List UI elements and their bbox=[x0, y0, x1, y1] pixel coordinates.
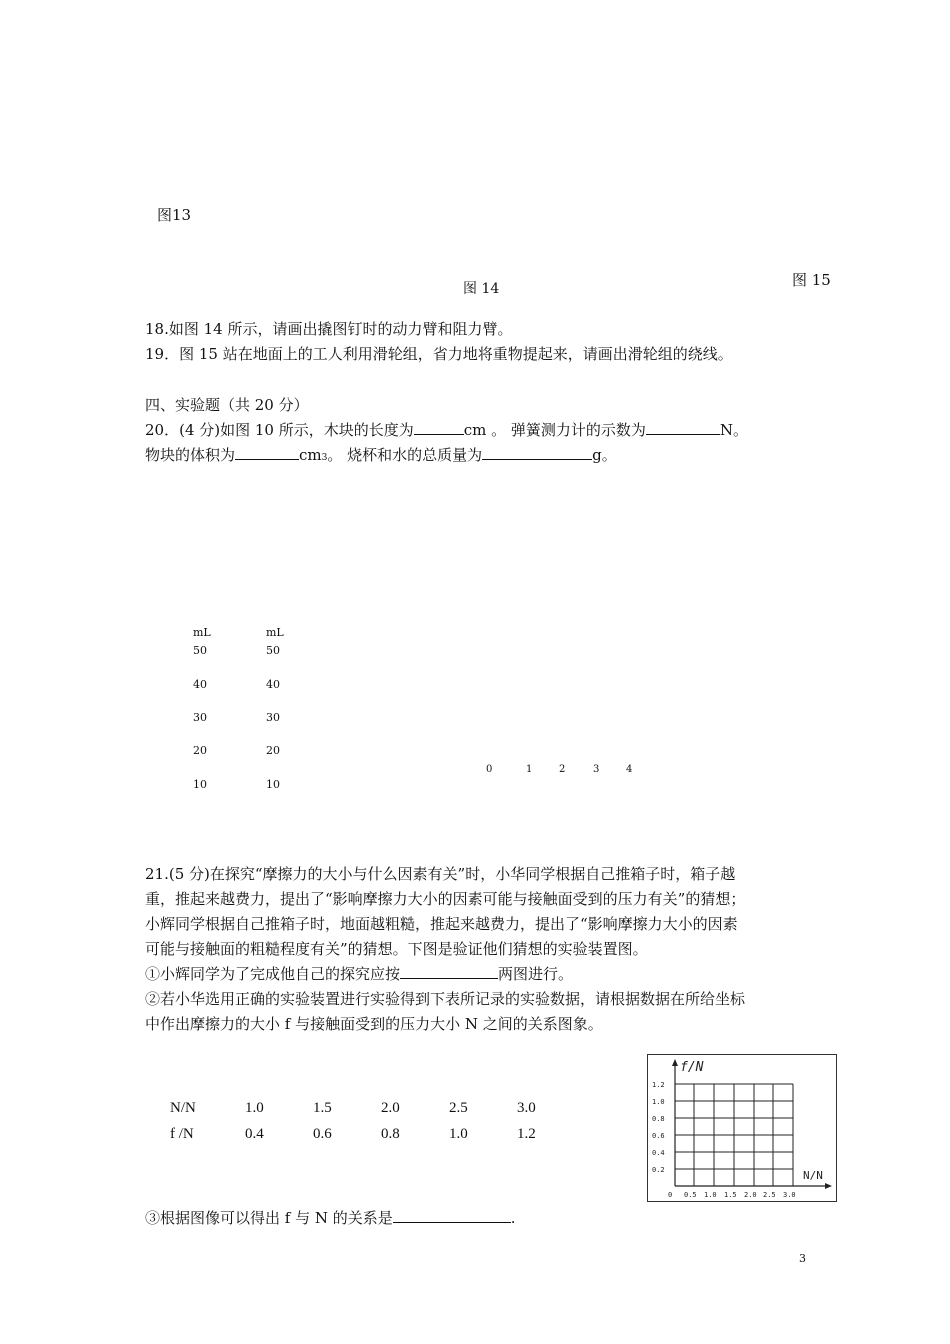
ruler-tick: 2 bbox=[559, 764, 566, 775]
table-cell: 1.2 bbox=[517, 1125, 536, 1142]
y-tick: 0.8 bbox=[652, 1115, 665, 1123]
cylinder-right-mark: 20 bbox=[266, 744, 280, 757]
x-axis-label: N/N bbox=[803, 1169, 823, 1182]
question-21 bbox=[145, 862, 817, 1037]
y-axis-label: f/N bbox=[680, 1060, 704, 1075]
q21-para-line: 21.(5 分)在探究“摩擦力的大小与什么因素有关”时，小华同学根据自己推箱子时，箱子越 bbox=[145, 865, 736, 883]
cylinder-left-mark: 40 bbox=[193, 678, 207, 691]
x-tick: 0 bbox=[668, 1191, 673, 1199]
table-cell: f /N bbox=[170, 1125, 194, 1142]
table-row bbox=[170, 1095, 557, 1121]
table-cell: 0.6 bbox=[313, 1125, 332, 1142]
q21-item-1-blank[interactable] bbox=[400, 964, 498, 979]
table-cell: 1.0 bbox=[245, 1099, 264, 1116]
q21-item-1-suffix: 两图进行。 bbox=[498, 965, 574, 983]
q21-item-1 bbox=[145, 962, 817, 987]
coordinate-graph bbox=[647, 1054, 837, 1202]
q20-text-b: cm 。 弹簧测力计的示数为 bbox=[463, 421, 646, 439]
q20-unit-sup: 3 bbox=[321, 453, 328, 463]
ruler-tick: 1 bbox=[526, 764, 533, 775]
ruler-tick: 3 bbox=[593, 764, 600, 775]
section-heading: 四、实验题（共 20 分） bbox=[145, 396, 309, 414]
figure-13-caption: 图13 bbox=[157, 206, 192, 224]
question-20-line1 bbox=[145, 419, 748, 440]
y-tick: 1.0 bbox=[652, 1098, 665, 1106]
question-19: 19．图 15 站在地面上的工人利用滑轮组，省力地将重物提起来，请画出滑轮组的绕线。 bbox=[145, 345, 733, 363]
cylinder-left-mark: 10 bbox=[193, 778, 207, 791]
cylinder-right-mark: 10 bbox=[266, 778, 280, 791]
y-ticks bbox=[652, 1081, 665, 1174]
q21-para-line: 重，推起来越费力，提出了“影响摩擦力大小的因素可能与接触面受到的压力有关”的猜想； bbox=[145, 890, 746, 908]
q21-para-line: 可能与接触面的粗糙程度有关”的猜想。下图是验证他们猜想的实验装置图。 bbox=[145, 940, 648, 958]
q20-text-a: 20．(4 分)如图 10 所示，木块的长度为 bbox=[145, 421, 414, 439]
mass-answer-blank[interactable] bbox=[482, 445, 592, 460]
x-ticks bbox=[668, 1191, 796, 1199]
table-cell: 2.5 bbox=[449, 1099, 468, 1116]
x-tick: 1.0 bbox=[704, 1191, 717, 1199]
length-answer-blank[interactable] bbox=[414, 420, 464, 435]
q21-item-2-cont: 中作出摩擦力的大小 f 与接触面受到的压力大小 N 之间的关系图象。 bbox=[145, 1015, 603, 1033]
cylinder-right-mark: 30 bbox=[266, 711, 280, 724]
cylinder-left-mark: 20 bbox=[193, 744, 207, 757]
graph-svg bbox=[648, 1055, 836, 1201]
x-tick: 0.5 bbox=[684, 1191, 697, 1199]
x-axis-arrow bbox=[825, 1183, 832, 1189]
graph-grid bbox=[675, 1084, 793, 1186]
q20-text-c: N。 bbox=[719, 421, 749, 439]
ruler-tick: 0 bbox=[486, 764, 493, 775]
y-tick: 0.4 bbox=[652, 1149, 665, 1157]
cylinder-right-mark: 40 bbox=[266, 678, 280, 691]
cylinder-right-unit: mL bbox=[266, 626, 284, 639]
q20-unit: cm bbox=[299, 446, 322, 464]
data-table bbox=[170, 1095, 557, 1147]
q20-text-e: 。 烧杯和水的总质量为 bbox=[327, 446, 483, 464]
force-answer-blank[interactable] bbox=[646, 420, 720, 435]
cylinder-right-mark: 50 bbox=[266, 644, 280, 657]
table-cell: 1.5 bbox=[313, 1099, 332, 1116]
q21-item-3 bbox=[145, 1207, 516, 1228]
x-tick: 1.5 bbox=[724, 1191, 737, 1199]
question-20-line2 bbox=[145, 444, 617, 465]
x-tick: 3.0 bbox=[783, 1191, 796, 1199]
q20-text-d: 物块的体积为 bbox=[145, 446, 236, 464]
y-tick: 1.2 bbox=[652, 1081, 665, 1089]
table-cell: 0.8 bbox=[381, 1125, 400, 1142]
cylinder-left-unit: mL bbox=[193, 626, 211, 639]
table-cell: 2.0 bbox=[381, 1099, 400, 1116]
figure-14-caption: 图 14 bbox=[463, 281, 500, 297]
question-18: 18.如图 14 所示，请画出撬图钉时的动力臂和阻力臂。 bbox=[145, 320, 513, 338]
q21-item-1-text: ①小辉同学为了完成他自己的探究应按 bbox=[145, 965, 401, 983]
figure-15-caption: 图 15 bbox=[792, 271, 831, 289]
table-cell: 0.4 bbox=[245, 1125, 264, 1142]
table-cell: 3.0 bbox=[517, 1099, 536, 1116]
cylinder-left-mark: 30 bbox=[193, 711, 207, 724]
x-tick: 2.0 bbox=[744, 1191, 757, 1199]
cylinder-left-mark: 50 bbox=[193, 644, 207, 657]
table-row bbox=[170, 1121, 557, 1147]
table-cell: N/N bbox=[170, 1099, 196, 1116]
y-tick: 0.2 bbox=[652, 1166, 665, 1174]
q21-para-line: 小辉同学根据自己推箱子时，地面越粗糙，推起来越费力，提出了“影响摩擦力大小的因素 bbox=[145, 915, 738, 933]
q20-text-f: g。 bbox=[592, 446, 617, 464]
q21-item-3-suffix: . bbox=[510, 1209, 516, 1227]
x-tick: 2.5 bbox=[763, 1191, 776, 1199]
y-axis-arrow bbox=[672, 1059, 678, 1066]
y-tick: 0.6 bbox=[652, 1132, 665, 1140]
ruler-tick: 4 bbox=[626, 764, 633, 775]
volume-answer-blank[interactable] bbox=[235, 445, 299, 460]
table-cell: 1.0 bbox=[449, 1125, 468, 1142]
q21-item-3-text: ③根据图像可以得出 f 与 N 的关系是 bbox=[145, 1209, 393, 1227]
q21-item-2: ②若小华选用正确的实验装置进行实验得到下表所记录的实验数据，请根据数据在所给坐标 bbox=[145, 990, 746, 1008]
page-number: 3 bbox=[799, 1252, 806, 1265]
q21-item-3-blank[interactable] bbox=[393, 1208, 511, 1223]
